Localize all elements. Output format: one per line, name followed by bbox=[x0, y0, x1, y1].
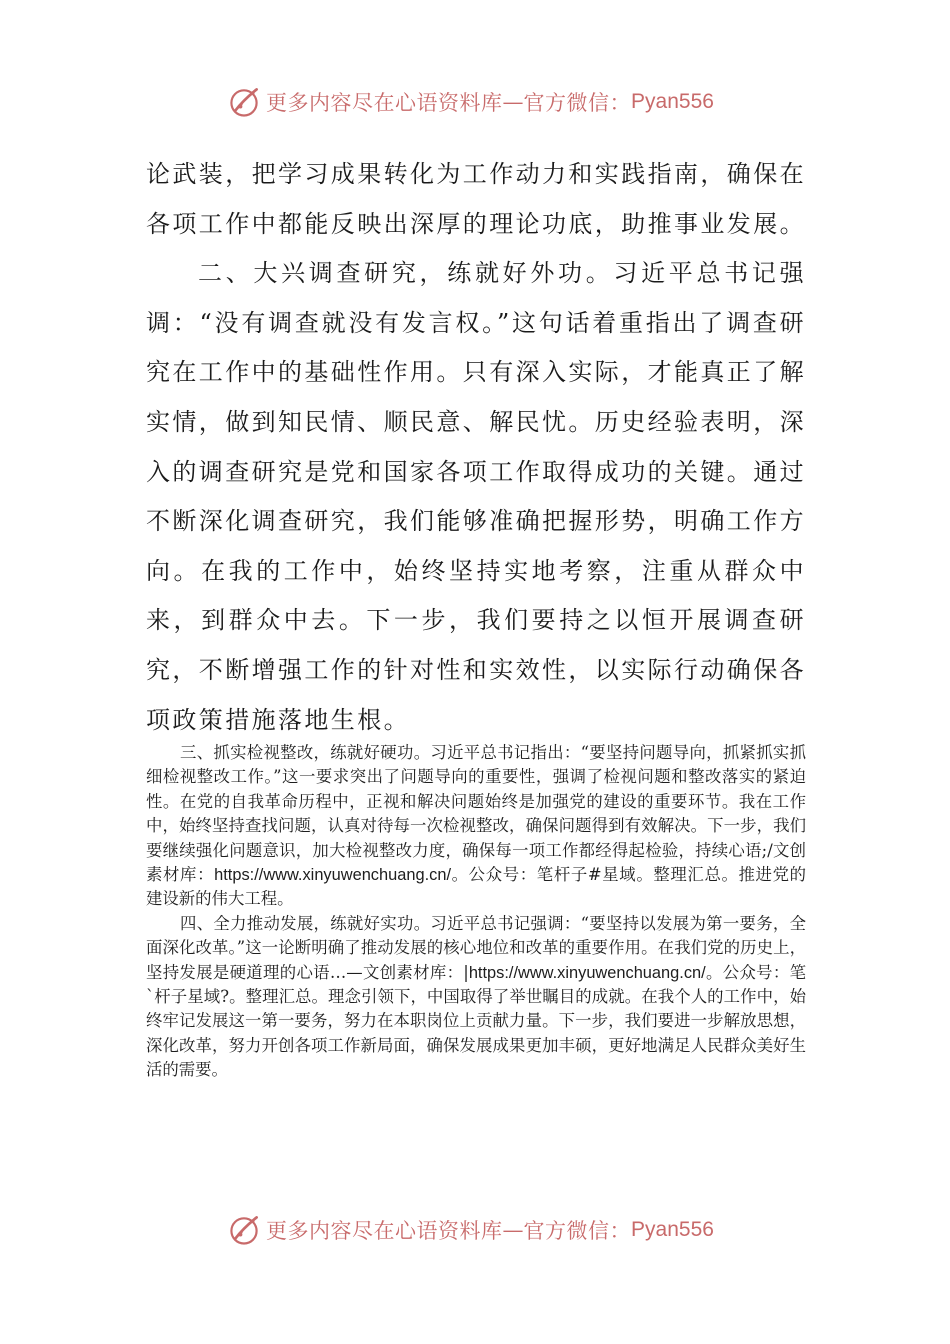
paragraph-3 bbox=[146, 741, 806, 912]
footer-banner-wechat-id: Pyan556 bbox=[631, 1218, 714, 1241]
paragraph-4-text-b: 。公众号：笔`杆子星域?。整理汇总。理念引领下，中国取得了举世瞩目的成就。在我个人的工作中，始终牢记发展这一第一要务，努力在本职岗位上贡献力量。下一步，我们要进一步解放思想，深化改革，努力开创各项工作新局面，确保发展成果更加丰硕，更好地满足人民群众美好生活的需要。 bbox=[146, 962, 806, 1080]
footer-banner-official: 官方微信： bbox=[523, 1219, 632, 1243]
paragraph-3-text-b: 。公众号：笔杆子#星域。整理汇总。推进党的建设新的伟大工程。 bbox=[146, 865, 807, 909]
footer-banner-title: 更多内容尽在心语资料库 bbox=[266, 1219, 503, 1243]
large-text-section bbox=[146, 150, 806, 745]
paragraph-4-url: https://www.xinyuwenchuang.cn/ bbox=[468, 963, 706, 982]
header-banner bbox=[0, 80, 950, 124]
header-banner-separator: — bbox=[502, 90, 524, 114]
header-banner-content bbox=[226, 84, 714, 120]
paragraph-3-text-a: 三、抓实检视整改，练就好硬功。习近平总书记指出：“要坚持问题导向，抓紧抓实抓细检视整改工作。”这一要求突出了问题导向的重要性，强调了检视问题和整改落实的紧迫性。在党的自我革命历程中，正视和解决问题始终是加强党的建设的重要环节。我在工作中，始终坚持查找问题，认真对待每一次检视整改，确保问题得到有效解决。下一步，我们要继续强化问题意识，加大检视整改力度，确保每一项工作都经得起检验，持续心语;/文创素材库： bbox=[146, 743, 806, 885]
paragraph-1: 论武装，把学习成果转化为工作动力和实践指南，确保在各项工作中都能反映出深厚的理论功底，助推事业发展。 bbox=[146, 160, 806, 238]
paragraph-4-text-a: 四、全力推动发展，练就好实功。习近平总书记强调：“要坚持以发展为第一要务，全面深化改革。”这一论断明确了推动发展的核心地位和改革的重要作用。在我们党的历史上，坚持发展是硬道理的心语…—文创素材库：| bbox=[146, 913, 806, 982]
paragraph-3-url: https://www.xinyuwenchuang.cn/ bbox=[214, 866, 452, 885]
header-banner-wechat-id: Pyan556 bbox=[631, 90, 714, 113]
footer-banner-content bbox=[226, 1212, 714, 1248]
small-text-section bbox=[146, 741, 806, 1083]
footer-banner bbox=[0, 1208, 950, 1252]
paragraph-4 bbox=[146, 912, 806, 1083]
header-banner-official: 官方微信： bbox=[523, 91, 632, 115]
header-banner-title: 更多内容尽在心语资料库 bbox=[266, 91, 503, 115]
paragraph-2: 二、大兴调查研究，练就好外功。习近平总书记强调：“没有调查就没有发言权。”这句话着重指出了调查研究在工作中的基础性作用。只有深入实际，才能真正了解实情，做到知民情、顺民意、解民忧。历史经验表明，深入的调查研究是党和国家各项工作取得成功的关键。通过不断深化调查研究，我们能够准确把握形势，明确工作方向。在我的工作中，始终坚持实地考察，注重从群众中来，到群众中去。下一步，我们要持之以恒开展调查研究，不断增强工作的针对性和实效性，以实际行动确保各项政策措施落地生根。 bbox=[146, 259, 806, 734]
pen-logo-icon bbox=[226, 84, 262, 120]
pen-logo-icon bbox=[226, 1212, 262, 1248]
footer-banner-separator: — bbox=[502, 1218, 524, 1242]
